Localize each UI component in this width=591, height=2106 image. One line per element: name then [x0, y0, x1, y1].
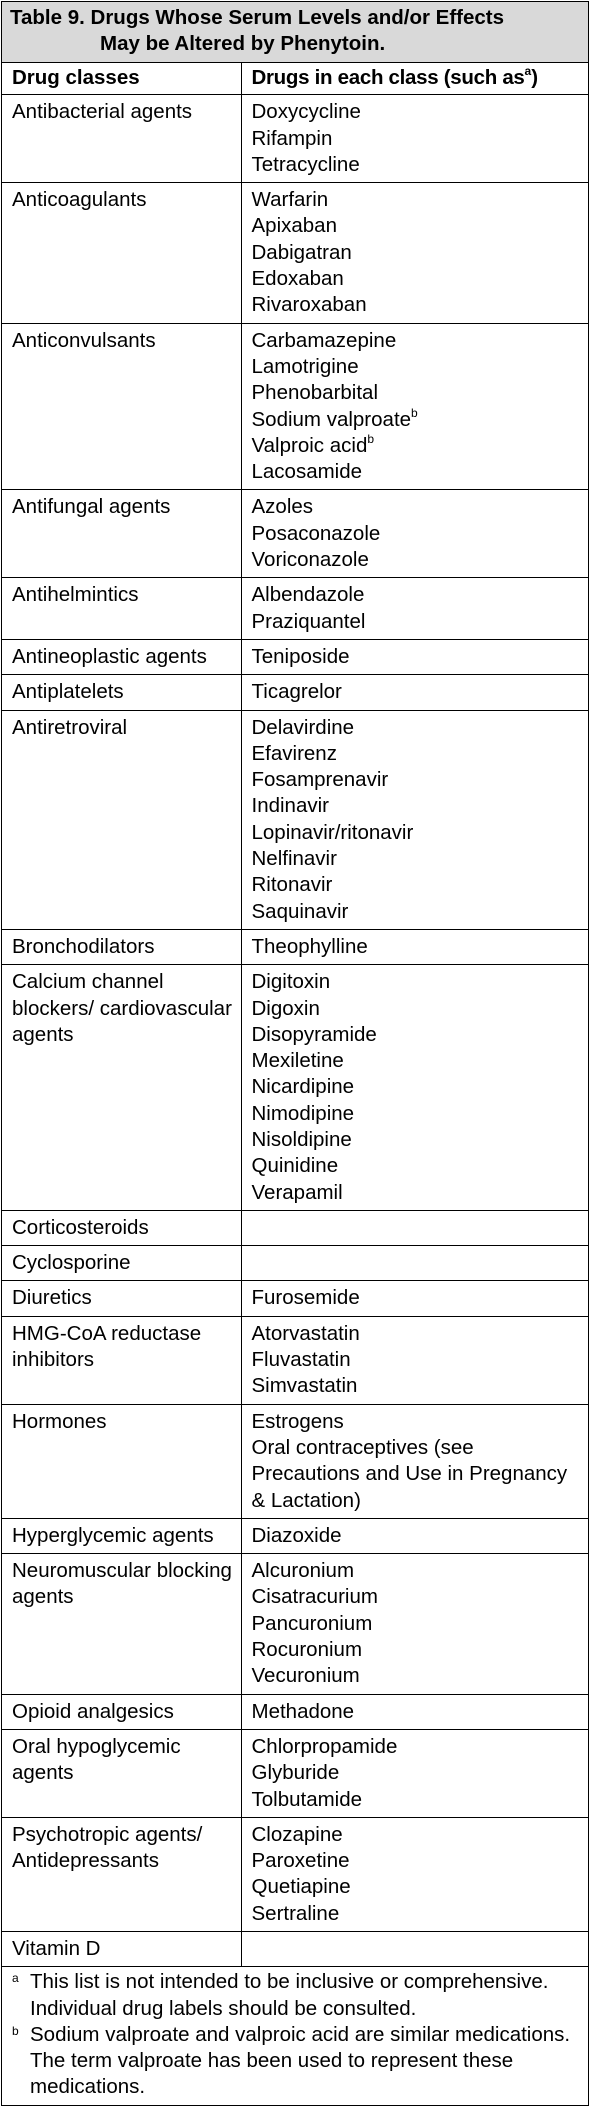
drug-name-text: Nisoldipine	[251, 1127, 352, 1151]
drug-class-cell: Antiretroviral	[2, 710, 241, 929]
drug-class-cell: Calcium channel blockers/ cardiovascular agents	[2, 965, 241, 1211]
drug-name-text: Paroxetine	[251, 1849, 350, 1873]
drugs-cell	[241, 1281, 588, 1316]
drug-class-cell: Antineoplastic agents	[2, 639, 241, 674]
drug-name	[252, 494, 581, 520]
drug-name-text: Atorvastatin	[251, 1321, 360, 1345]
drug-name-text: Edoxaban	[251, 267, 344, 291]
table-header-row	[2, 63, 588, 95]
table-row	[2, 323, 588, 490]
drugs-cell	[241, 1316, 588, 1404]
drugs-cell	[241, 710, 588, 929]
drugs-cell	[241, 323, 588, 490]
drug-class-cell: Diuretics	[2, 1281, 241, 1316]
footnote-marker: b	[411, 405, 418, 420]
header-drugs-in-class-text: Drugs in each class (such as	[251, 66, 525, 89]
header-drugs-in-class	[241, 63, 588, 95]
drug-name	[252, 996, 581, 1022]
drugs-cell	[241, 1729, 588, 1817]
footnotes	[2, 1966, 588, 2104]
drug-name	[252, 187, 581, 213]
table-title-line-2: May be Altered by Phenytoin.	[100, 32, 386, 55]
drug-name-text: Oral contraceptives (see Precautions and Use in Pregnancy & Lactation)	[251, 1435, 568, 1512]
drug-name	[252, 1127, 581, 1153]
drug-name-text: Lopinavir/ritonavir	[251, 820, 414, 844]
drug-name-text: Rifampin	[251, 126, 333, 150]
drug-name-text: Tolbutamide	[251, 1787, 363, 1811]
drug-name	[252, 715, 581, 741]
drug-class-cell: Antiplatelets	[2, 675, 241, 710]
drug-name	[252, 1663, 581, 1689]
drugs-cell	[241, 578, 588, 640]
header-drug-classes: Drug classes	[2, 63, 241, 95]
drug-name-text: Phenobarbital	[251, 381, 379, 405]
drugs-cell	[241, 1404, 588, 1518]
drug-name	[252, 1048, 581, 1074]
drug-name	[252, 1611, 581, 1637]
drug-name-text: Fluvastatin	[251, 1348, 351, 1372]
drug-class-cell: Anticoagulants	[2, 183, 241, 323]
drugs-cell	[241, 675, 588, 710]
drugs-cell	[241, 1246, 588, 1281]
table-row	[2, 578, 588, 640]
drug-name	[252, 1874, 581, 1900]
drug-name-text: Teniposide	[251, 644, 350, 668]
drug-name	[252, 354, 581, 380]
drug-name-text: Estrogens	[251, 1409, 344, 1433]
drugs-cell	[241, 929, 588, 964]
table-row	[2, 639, 588, 674]
drug-name	[252, 292, 581, 318]
footnote-marker: b	[367, 431, 375, 446]
drug-name-text: Efavirenz	[251, 741, 337, 765]
drug-name	[252, 741, 581, 767]
drug-name	[252, 846, 581, 872]
drug-class-cell: Neuromuscular blocking agents	[2, 1554, 241, 1694]
drug-name	[252, 433, 581, 459]
drug-name-text: Carbamazepine	[251, 328, 397, 352]
drug-name	[252, 126, 581, 152]
footnote-mark: b	[12, 2023, 19, 2038]
drug-class-cell: Antifungal agents	[2, 490, 241, 578]
drug-name-text: Cisatracurium	[251, 1585, 378, 1609]
drug-name	[252, 1074, 581, 1100]
drug-name	[252, 872, 581, 898]
drug-class-cell: Bronchodilators	[2, 929, 241, 964]
drug-name	[252, 767, 581, 793]
drug-name	[252, 679, 581, 705]
table-title	[2, 2, 588, 63]
drug-name-text: Furosemide	[251, 1286, 360, 1310]
drug-name-text: Pancuronium	[251, 1611, 373, 1635]
table-row	[2, 1817, 588, 1931]
drug-name-text: Tetracycline	[251, 152, 360, 176]
drug-name	[252, 1153, 581, 1179]
drug-name	[252, 1180, 581, 1206]
drug-name	[252, 1734, 581, 1760]
drug-name-text: Verapamil	[251, 1180, 343, 1204]
drug-name-text: Posaconazole	[251, 521, 381, 545]
table-row	[2, 1729, 588, 1817]
drug-name	[252, 1787, 581, 1813]
drug-name-text: Nimodipine	[251, 1101, 355, 1125]
drug-name	[252, 820, 581, 846]
drug-name	[252, 1321, 581, 1347]
drug-name-text: Theophylline	[251, 934, 368, 958]
drug-class-cell: Vitamin D	[2, 1932, 241, 1967]
drug-table	[2, 63, 588, 1966]
drug-name-text: Doxycycline	[251, 100, 361, 124]
drug-name-text: Lamotrigine	[251, 354, 359, 378]
drug-name-text: Alcuronium	[251, 1559, 355, 1583]
drug-name	[252, 266, 581, 292]
table-row	[2, 490, 588, 578]
drug-class-cell: Antihelmintics	[2, 578, 241, 640]
drug-name	[252, 1101, 581, 1127]
drugs-cell	[241, 1518, 588, 1553]
drug-name-text: Voriconazole	[251, 548, 369, 572]
table-row	[2, 1281, 588, 1316]
drugs-cell	[241, 1210, 588, 1245]
drug-name	[252, 582, 581, 608]
drug-class-cell: Hormones	[2, 1404, 241, 1518]
table-row	[2, 1694, 588, 1729]
drug-name	[252, 1022, 581, 1048]
drug-name-text: Apixaban	[251, 214, 337, 238]
table-row	[2, 1404, 588, 1518]
drugs-cell	[241, 965, 588, 1211]
header-footnote-marker: a	[524, 64, 532, 78]
drug-name	[252, 644, 581, 670]
drug-name-text: Delavirdine	[251, 715, 355, 739]
drug-name-text: Azoles	[251, 495, 314, 519]
footnote-text: This list is not intended to be inclusive or comprehensive. Individual drug labels should be consulted.	[30, 1970, 549, 2020]
drugs-cell	[241, 1932, 588, 1967]
drug-name-text: Quinidine	[251, 1154, 339, 1178]
table-row	[2, 965, 588, 1211]
table-row	[2, 1554, 588, 1694]
table-row	[2, 1518, 588, 1553]
drug-name	[252, 1347, 581, 1373]
drug-class-cell: Oral hypoglycemic agents	[2, 1729, 241, 1817]
drug-class-cell: Hyperglycemic agents	[2, 1518, 241, 1553]
drug-name	[252, 1435, 581, 1514]
drug-name-text: Albendazole	[251, 583, 365, 607]
drug-name-text: Rocuronium	[251, 1638, 363, 1662]
header-close-paren: )	[531, 66, 538, 89]
drug-name	[252, 1285, 581, 1311]
drug-name-text: Quetiapine	[251, 1875, 351, 1899]
drugs-cell	[241, 1817, 588, 1931]
table-row	[2, 929, 588, 964]
footnote-text: Sodium valproate and valproic acid are similar medications. The term valproate has been used to represent these medications.	[30, 2022, 571, 2099]
drug-name-text: Glyburide	[251, 1761, 340, 1785]
drugs-cell	[241, 183, 588, 323]
drug-name	[252, 1409, 581, 1435]
drug-name-text: Rivaroxaban	[251, 293, 367, 317]
drug-name	[252, 934, 581, 960]
drug-name	[252, 899, 581, 925]
drug-name-text: Disopyramide	[251, 1022, 377, 1046]
drug-class-cell: Psychotropic agents/ Antidepressants	[2, 1817, 241, 1931]
drug-name	[252, 547, 581, 573]
drug-name-text: Digitoxin	[251, 970, 331, 994]
footnote	[12, 2022, 580, 2101]
drug-name	[252, 1637, 581, 1663]
drugs-cell	[241, 95, 588, 183]
drug-name	[252, 1584, 581, 1610]
drug-name-text: Warfarin	[251, 188, 329, 212]
drug-name-text: Praziquantel	[251, 609, 366, 633]
drugs-cell	[241, 1554, 588, 1694]
drug-name-text: Ritonavir	[251, 873, 333, 897]
drug-name	[252, 969, 581, 995]
drug-class-cell: Corticosteroids	[2, 1210, 241, 1245]
drug-name	[252, 1822, 581, 1848]
drug-name-text: Sertraline	[251, 1901, 340, 1925]
drug-name	[252, 1901, 581, 1927]
drug-name-text: Methadone	[251, 1699, 355, 1723]
drug-class-cell: Anticonvulsants	[2, 323, 241, 490]
drug-name-text: Chlorpropamide	[251, 1734, 398, 1758]
drug-class-cell: HMG-CoA reductase inhibitors	[2, 1316, 241, 1404]
table-row	[2, 1316, 588, 1404]
table-row	[2, 1210, 588, 1245]
drug-name	[252, 240, 581, 266]
table-row	[2, 675, 588, 710]
footnote	[12, 1969, 580, 2022]
drug-name	[252, 609, 581, 635]
drug-name-text: Dabigatran	[251, 240, 352, 264]
drug-name-text: Saquinavir	[251, 899, 349, 923]
footnote-mark: a	[12, 1971, 19, 1986]
drug-class-cell: Cyclosporine	[2, 1246, 241, 1281]
drug-name	[252, 380, 581, 406]
drug-name	[252, 407, 581, 433]
drugs-cell	[241, 1694, 588, 1729]
drug-name-text: Ticagrelor	[251, 680, 342, 704]
drug-name-text: Clozapine	[251, 1822, 343, 1846]
drug-name	[252, 213, 581, 239]
drug-name	[252, 1373, 581, 1399]
table-row	[2, 1932, 588, 1967]
drug-name	[252, 793, 581, 819]
drug-name-text: Indinavir	[251, 794, 329, 818]
drug-name	[252, 459, 581, 485]
drug-name-text: Nicardipine	[251, 1075, 355, 1099]
drug-name	[252, 1848, 581, 1874]
drug-name-text: Sodium valproate	[251, 407, 412, 431]
table-row	[2, 1246, 588, 1281]
drug-name	[252, 1699, 581, 1725]
drug-name	[252, 152, 581, 178]
drug-name-text: Fosamprenavir	[251, 768, 389, 792]
drug-class-cell: Antibacterial agents	[2, 95, 241, 183]
table-row	[2, 183, 588, 323]
table-row	[2, 710, 588, 929]
table-row	[2, 95, 588, 183]
drug-name-text: Diazoxide	[251, 1523, 342, 1547]
drug-name-text: Lacosamide	[251, 460, 363, 484]
drug-name	[252, 99, 581, 125]
drug-name	[252, 328, 581, 354]
drug-name-text: Digoxin	[251, 996, 320, 1020]
drug-name-text: Simvastatin	[251, 1374, 358, 1398]
drug-name	[252, 1558, 581, 1584]
drug-name	[252, 521, 581, 547]
drug-class-cell: Opioid analgesics	[2, 1694, 241, 1729]
drug-interaction-table-document	[1, 1, 589, 2106]
table-title-line-1: Table 9. Drugs Whose Serum Levels and/or Effects	[10, 6, 505, 29]
table-body	[2, 95, 588, 1967]
drug-name	[252, 1523, 581, 1549]
drug-name	[252, 1760, 581, 1786]
drug-name-text: Valproic acid	[251, 433, 368, 457]
drugs-cell	[241, 639, 588, 674]
drug-name-text: Vecuronium	[251, 1664, 360, 1688]
drug-name-text: Nelfinavir	[251, 847, 337, 871]
drugs-cell	[241, 490, 588, 578]
drug-name-text: Mexiletine	[251, 1049, 344, 1073]
